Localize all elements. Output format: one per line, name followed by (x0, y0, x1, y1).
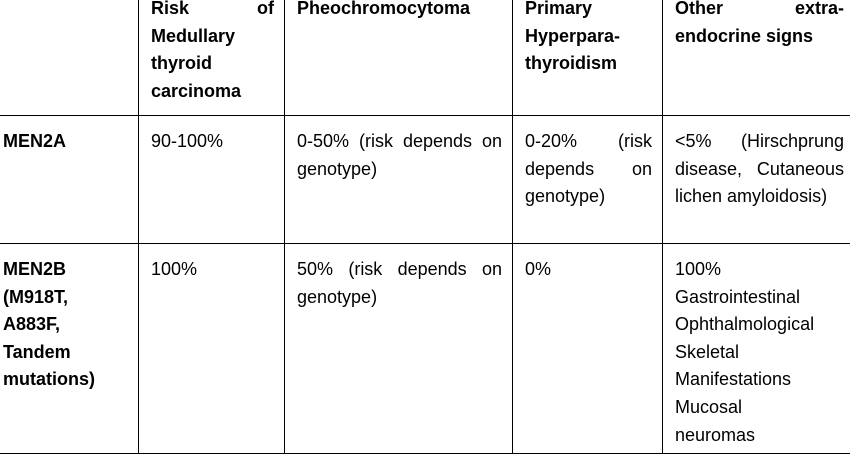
other-sign-line: Skeletal (675, 339, 844, 367)
cell-php-men2b: 0% (513, 244, 663, 454)
cell-pheo-men2b: 50% (risk depends on genotype) (285, 244, 513, 454)
table-row (0, 116, 850, 244)
other-sign-line: Ophthalmological (675, 311, 844, 339)
cell-other-men2b (663, 244, 850, 454)
other-sign-line: 100% (675, 256, 844, 284)
header-pheochromocytoma: Pheochromocytoma (285, 0, 513, 116)
header-primary-hyperparathyroidism: Primary Hyperpara-thyroidism (513, 0, 663, 116)
cell-php-men2a: 0-20% (risk depends on genotype) (513, 116, 663, 244)
cell-pheo-men2a: 0-50% (risk depends on genotype) (285, 116, 513, 244)
table-row (0, 244, 850, 454)
header-empty (0, 0, 139, 116)
cell-mtc-men2a: 90-100% (139, 116, 285, 244)
header-other-signs: Other extra-endocrine signs (663, 0, 850, 116)
header-row (0, 0, 850, 116)
other-sign-line: Manifestations (675, 366, 844, 394)
header-mtc-risk: Risk of Medullary thyroid carcinoma (139, 0, 285, 116)
row-label-men2b: MEN2B (M918T, A883F, Tandem mutations) (0, 244, 139, 454)
other-sign-line: Gastrointestinal (675, 284, 844, 312)
cell-mtc-men2b: 100% (139, 244, 285, 454)
other-sign-line: Mucosal (675, 394, 844, 422)
cell-other-men2a: <5% (Hirschprung disease, Cutaneous lichen amyloidosis) (663, 116, 850, 244)
row-label-men2a: MEN2A (0, 116, 139, 244)
other-sign-line: neuromas (675, 422, 844, 450)
